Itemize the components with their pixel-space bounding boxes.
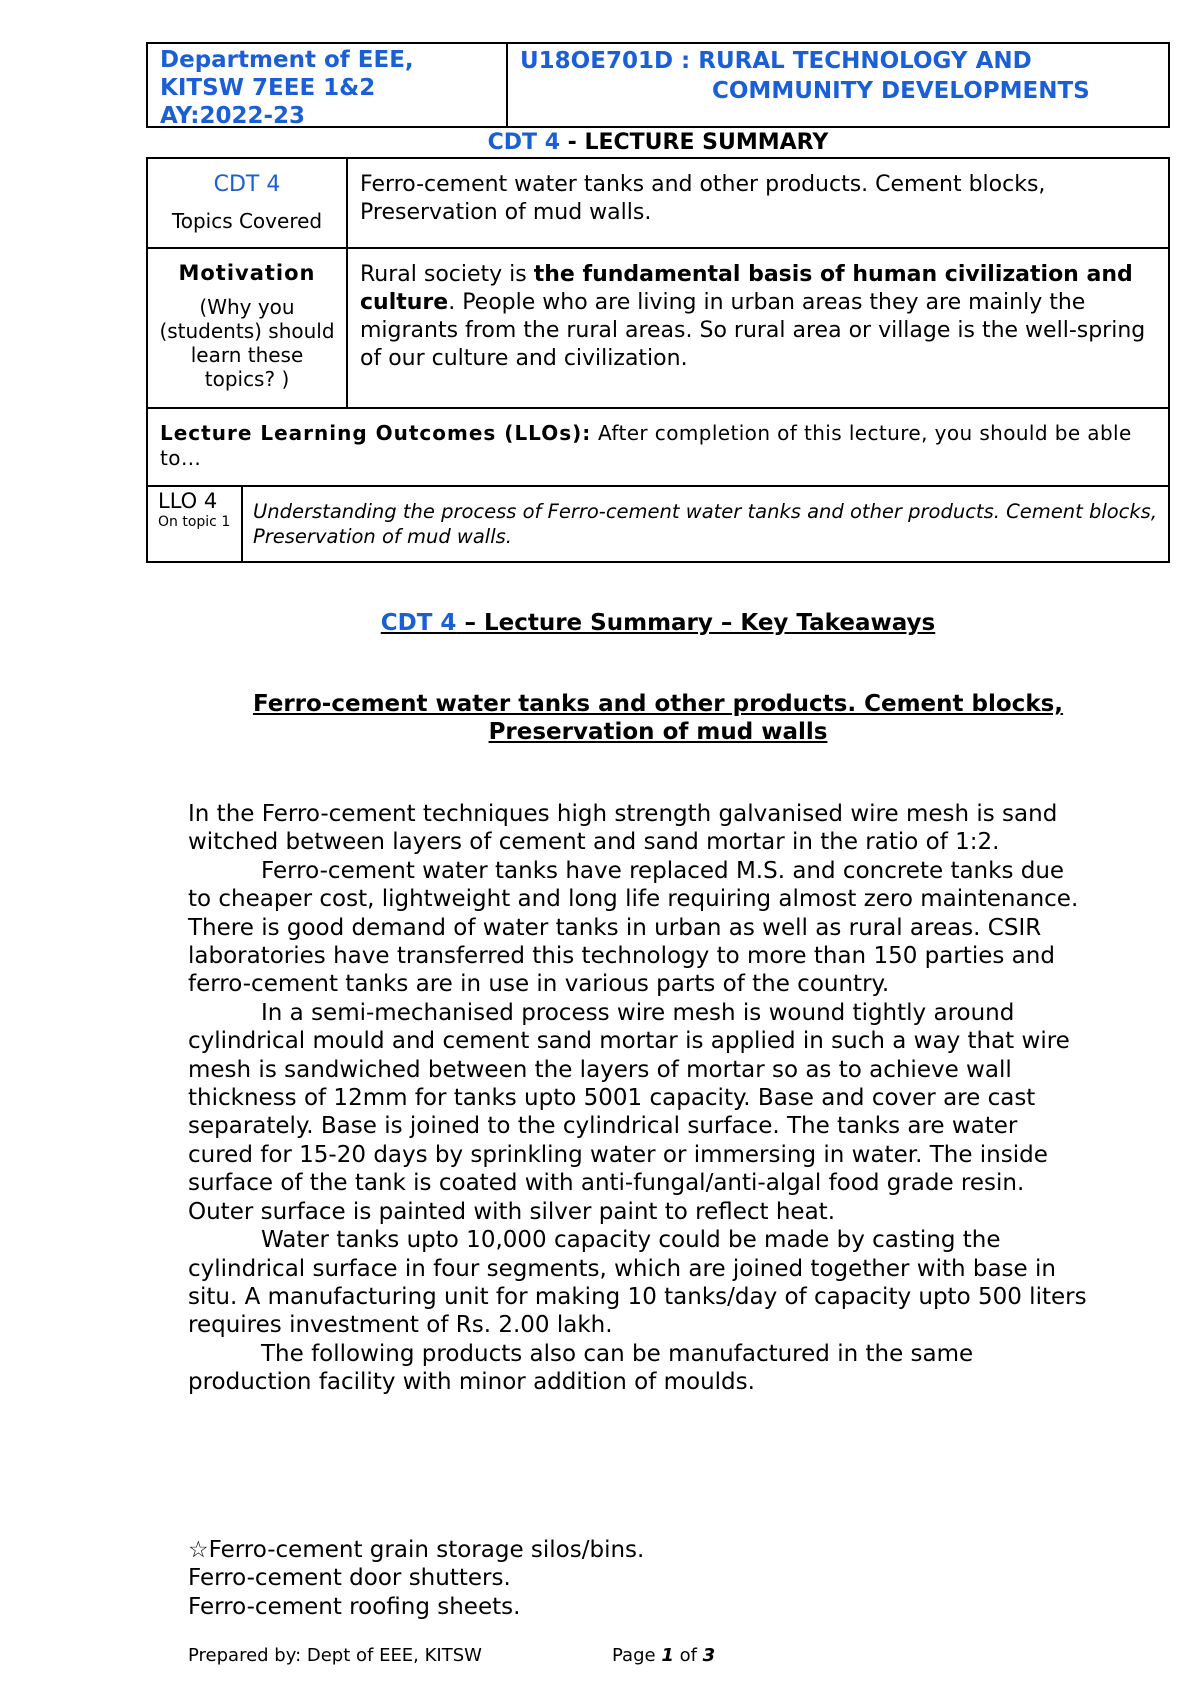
lecture-summary-title xyxy=(146,129,1170,157)
paragraph: The following products also can be manufactured in the same production facility with minor addition of moulds. xyxy=(188,1340,974,1396)
topics-text: Ferro-cement water tanks and other products. Cement blocks, Preservation of mud walls. xyxy=(360,172,1046,225)
page-num: 1 xyxy=(661,1645,674,1666)
paragraph: Ferro-cement water tanks have replaced M.S. and concrete tanks due to cheaper cost, lightweight and long life requiring almost zero maintenance. There is good demand of water tanks in urban as well as rural areas. CSIR laboratories have transferred this technology to more than 150 parties and ferro-cement tanks are in use in various parts of the country. xyxy=(188,857,1079,998)
footer-page-number xyxy=(612,1645,715,1667)
topic-table xyxy=(146,157,1170,563)
paragraph: In a semi-mechanised process wire mesh is wound tightly around cylindrical mould and cement sand mortar is applied in such a way that wire mesh is sandwiched between the layers of mortar so as to achieve wall thickness of 12mm for tanks upto 5001 capacity. Base and cover are cast separately. Base is joined to the cylindrical surface. The tanks are water cured for 15-20 days by sprinkling water or immersing in water. The inside surface of the tank is coated with anti-fungal/anti-algal food grade resin. Outer surface is painted with silver paint to reflect heat. xyxy=(188,999,1070,1225)
llo-label-cell xyxy=(148,487,243,561)
llo-heading-rest: After completion of this lecture, you should be able to… xyxy=(160,421,1132,470)
motivation-text xyxy=(348,249,1168,407)
motivation-row xyxy=(148,249,1168,409)
motivation-label: Motivation xyxy=(178,261,316,285)
summary-rest: - LECTURE SUMMARY xyxy=(560,130,829,155)
topics-sublabel: Topics Covered xyxy=(171,209,323,233)
course-line-2: COMMUNITY DEVELOPMENTS xyxy=(712,78,1090,104)
products-list xyxy=(188,1536,644,1621)
header-box xyxy=(146,42,1170,128)
topics-label-cell xyxy=(148,159,348,247)
llo-text: Understanding the process of Ferro-cement water tanks and other products. Cement blocks, Preservation of mud walls. xyxy=(253,500,1158,548)
motivation-post: . People who are living in urban areas they are mainly the migrants from the rural areas. So rural area or village is the well-spring of our culture and civilization. xyxy=(360,290,1146,371)
key-cdt: CDT 4 xyxy=(380,610,457,636)
dept-line-3: AY:2022-23 xyxy=(160,103,306,129)
llo-label: LLO 4 xyxy=(158,489,218,513)
motivation-pre: Rural society is xyxy=(360,262,534,287)
summary-cdt: CDT 4 xyxy=(487,130,561,155)
motivation-bold: the fundamental basis of human civilization and culture xyxy=(360,262,1133,315)
key-takeaways-heading xyxy=(146,609,1170,637)
paragraph: Water tanks upto 10,000 capacity could be made by casting the cylindrical surface in four segments, which are joined together with base in situ. A manufacturing unit for making 10 tanks/day of capacity upto 500 liters requires investment of Rs. 2.00 lakh. xyxy=(188,1227,1087,1339)
motivation-sublabel: (Why you (students) should learn these topics? ) xyxy=(159,295,335,391)
list-item: Ferro-cement roofing sheets. xyxy=(188,1593,521,1620)
list-item: ☆Ferro-cement grain storage silos/bins. xyxy=(188,1537,645,1563)
llo-sublabel: On topic 1 xyxy=(158,514,231,530)
dept-line-2: KITSW 7EEE 1&2 xyxy=(160,75,376,101)
course-title xyxy=(508,44,1168,126)
llo-heading-row xyxy=(148,409,1168,487)
page-word: Page xyxy=(612,1645,662,1666)
dept-line-1: Department of EEE, xyxy=(160,47,414,73)
course-line-1: U18OE701D : RURAL TECHNOLOGY AND xyxy=(520,48,1032,74)
section-title-line-2: Preservation of mud walls xyxy=(488,719,828,745)
paragraph: In the Ferro-cement techniques high strength galvanised wire mesh is sand witched between layers of cement and sand mortar in the ratio of 1:2. xyxy=(188,801,1058,856)
department-info xyxy=(148,44,508,129)
of-word: of xyxy=(673,1645,703,1666)
topics-label: CDT 4 xyxy=(213,172,281,197)
footer-prepared-by: Prepared by: Dept of EEE, KITSW xyxy=(188,1645,482,1666)
section-title-line-1: Ferro-cement water tanks and other products. Cement blocks, xyxy=(252,691,1064,717)
body-text xyxy=(188,800,1088,1397)
section-title xyxy=(146,690,1170,746)
motivation-label-cell xyxy=(148,249,348,407)
llo-heading-bold: Lecture Learning Outcomes (LLOs): xyxy=(160,421,592,445)
topics-row xyxy=(148,159,1168,249)
page-total: 3 xyxy=(702,1645,716,1666)
list-item: Ferro-cement door shutters. xyxy=(188,1565,511,1592)
llo-row xyxy=(148,487,1168,561)
key-rest: – Lecture Summary – Key Takeaways xyxy=(456,610,936,636)
